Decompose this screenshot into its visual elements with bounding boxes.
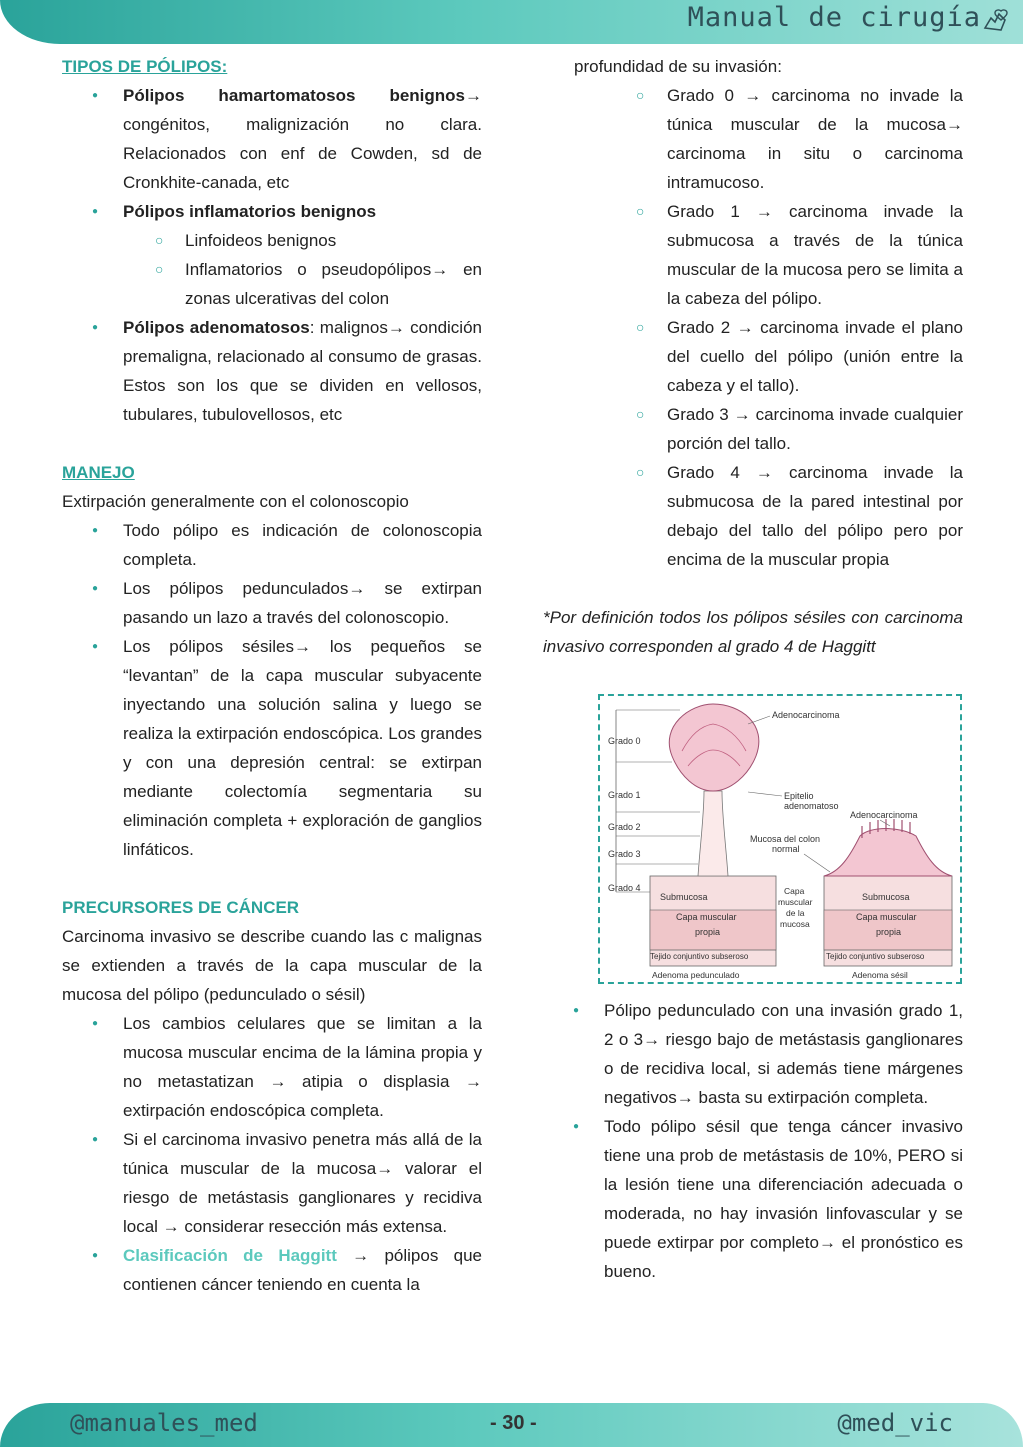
list-item-bold: Pólipos inflamatorios benignos	[123, 202, 377, 221]
epitelio-label: Epitelio	[784, 791, 814, 801]
grade-label: Grado 0	[608, 736, 641, 746]
list-item: ● Los pólipos sésiles→ los pequeños se “levantan” de la capa muscular subyacente inyectando una solución salina y luego se realiza la extirpación endoscópica. Los grandes y con una depresión central: se extirpan mediante colectomía segmentaria su eliminación completa + exploración de ganglios linfáticos.	[62, 632, 482, 864]
sub-list-item: ○ Linfoideos benignos	[62, 226, 482, 255]
right-list	[543, 996, 963, 1286]
list-item: ● Pólipo pedunculado con una invasión grado 1, 2 o 3→ riesgo bajo de metástasis ganglionares o de recidiva local, si además tiene márgenes negativos→ basta su extirpación completa.	[543, 996, 963, 1112]
mucosa-label: normal	[772, 844, 800, 854]
tejido-label: Tejido conjuntivo subseroso	[650, 952, 749, 961]
caption-pedunculado: Adenoma pedunculado	[652, 970, 740, 980]
doctor-hand-icon	[981, 6, 1011, 36]
capa-mucosa-label: Capa	[784, 886, 805, 896]
inflamatorios-sublist	[62, 226, 482, 313]
sub-list-item: ○ Inflamatorios o pseudopólipos→ en zonas ulcerativas del colon	[62, 255, 482, 313]
grade-item: ○ Grado 0 → carcinoma no invade la túnica muscular de la mucosa→ carcinoma in situ o carcinoma intramucoso.	[543, 81, 963, 197]
tipos-title: TIPOS DE PÓLIPOS:	[62, 57, 228, 76]
list-item-bold: Pólipos adenomatosos	[123, 318, 310, 337]
footer-handle-right: @med_vic	[837, 1409, 953, 1437]
capa-mucosa-label: muscular	[778, 897, 813, 907]
submucosa-label: Submucosa	[862, 892, 910, 902]
grade-item: ○ Grado 4 → carcinoma invade la submucosa de la pared intestinal por debajo del tallo del pólipo pero por encima de la muscular propia	[543, 458, 963, 574]
grade-label: Grado 2	[608, 822, 641, 832]
manejo-intro: Extirpación generalmente con el colonoscopio	[62, 492, 409, 511]
list-item: ● Si el carcinoma invasivo penetra más allá de la túnica muscular de la mucosa→ valorar el riesgo de metástasis ganglionares y recidiva local → considerar resección más extensa.	[62, 1125, 482, 1241]
grade-label: Grado 3	[608, 849, 641, 859]
haggitt-label: Clasificación de Haggitt	[123, 1246, 337, 1265]
capa-muscular-label: propia	[876, 927, 902, 937]
note-text: *Por definición todos los pólipos sésiles con carcinoma invasivo corresponden al grado 4 de Haggitt	[543, 608, 963, 656]
haggitt-figure	[598, 694, 962, 984]
precursores-title: PRECURSORES DE CÁNCER	[62, 898, 300, 917]
list-item-bold: Pólipos hamartomatosos benignos	[123, 86, 465, 105]
haggitt-text: → pólipos que contienen cáncer teniendo en cuenta la	[123, 1246, 482, 1294]
precursores-list	[62, 1009, 482, 1299]
haggitt-diagram	[600, 696, 960, 982]
epitelio-label: adenomatoso	[784, 801, 839, 811]
footer-handle-left: @manuales_med	[70, 1409, 258, 1437]
continuation-text: profundidad de su invasión:	[574, 57, 782, 76]
list-item	[62, 1241, 482, 1299]
capa-muscular-label: propia	[695, 927, 721, 937]
right-bullets	[543, 996, 963, 1286]
list-item: ● Todo pólipo sésil que tenga cáncer invasivo tiene una prob de metástasis de 10%, PERO si la lesión tiene una diferenciación adecuada o moderada, no hay invasión linfovascular y se puede extirpar por completo→ el pronóstico es bueno.	[543, 1112, 963, 1286]
grados-list	[543, 81, 963, 574]
tejido-label: Tejido conjuntivo subseroso	[826, 952, 925, 961]
mucosa-label: Mucosa del colon	[750, 834, 821, 844]
left-column	[62, 52, 482, 1299]
list-item	[62, 81, 482, 197]
grade-item: ○ Grado 3 → carcinoma invade cualquier porción del tallo.	[543, 400, 963, 458]
grade-label: Grado 4	[608, 883, 641, 893]
grade-item: ○ Grado 2 → carcinoma invade el plano del cuello del pólipo (unión entre la cabeza y el tallo).	[543, 313, 963, 400]
list-item: ● Los pólipos pedunculados→ se extirpan pasando un lazo a través del colonoscopio.	[62, 574, 482, 632]
list-item: ● Todo pólipo es indicación de colonoscopia completa.	[62, 516, 482, 574]
list-item	[62, 313, 482, 429]
manejo-title: MANEJO	[62, 463, 135, 482]
tipos-list	[62, 81, 482, 226]
submucosa-label: Submucosa	[660, 892, 708, 902]
capa-mucosa-label: mucosa	[780, 919, 810, 929]
adenocarcinoma-label: Adenocarcinoma	[772, 710, 840, 720]
manejo-list	[62, 516, 482, 864]
capa-muscular-label: Capa muscular	[856, 912, 917, 922]
right-column	[543, 52, 963, 661]
adenocarcinoma-label: Adenocarcinoma	[850, 810, 918, 820]
list-item-text: → congénitos, malignización no clara. Relacionados con enf de Cowden, sd de Cronkhite-canada, etc	[123, 86, 482, 192]
list-item	[62, 197, 482, 226]
grade-item: ○ Grado 1 → carcinoma invade la submucosa a través de la túnica muscular de la mucosa pero se limita a la cabeza del pólipo.	[543, 197, 963, 313]
list-item: ● Los cambios celulares que se limitan a la mucosa muscular encima de la lámina propia y no metastatizan → atipia o displasia → extirpación endoscópica completa.	[62, 1009, 482, 1125]
caption-sesil: Adenoma sésil	[852, 970, 908, 980]
precursores-intro: Carcinoma invasivo se describe cuando las c malignas se extienden a través de la capa muscular de la mucosa del pólipo (pedunculado o sésil)	[62, 927, 482, 1004]
grade-label: Grado 1	[608, 790, 641, 800]
header-title: Manual de cirugía	[687, 2, 981, 33]
tipos-list-cont	[62, 313, 482, 429]
page-number: - 30 -	[490, 1412, 537, 1434]
list-item-text: : malignos→ condición premaligna, relacionado al consumo de grasas. Estos son los que se dividen en vellosos, tubulares, tubulovellosos, etc	[123, 318, 482, 424]
capa-muscular-label: Capa muscular	[676, 912, 737, 922]
capa-mucosa-label: de la	[786, 908, 805, 918]
